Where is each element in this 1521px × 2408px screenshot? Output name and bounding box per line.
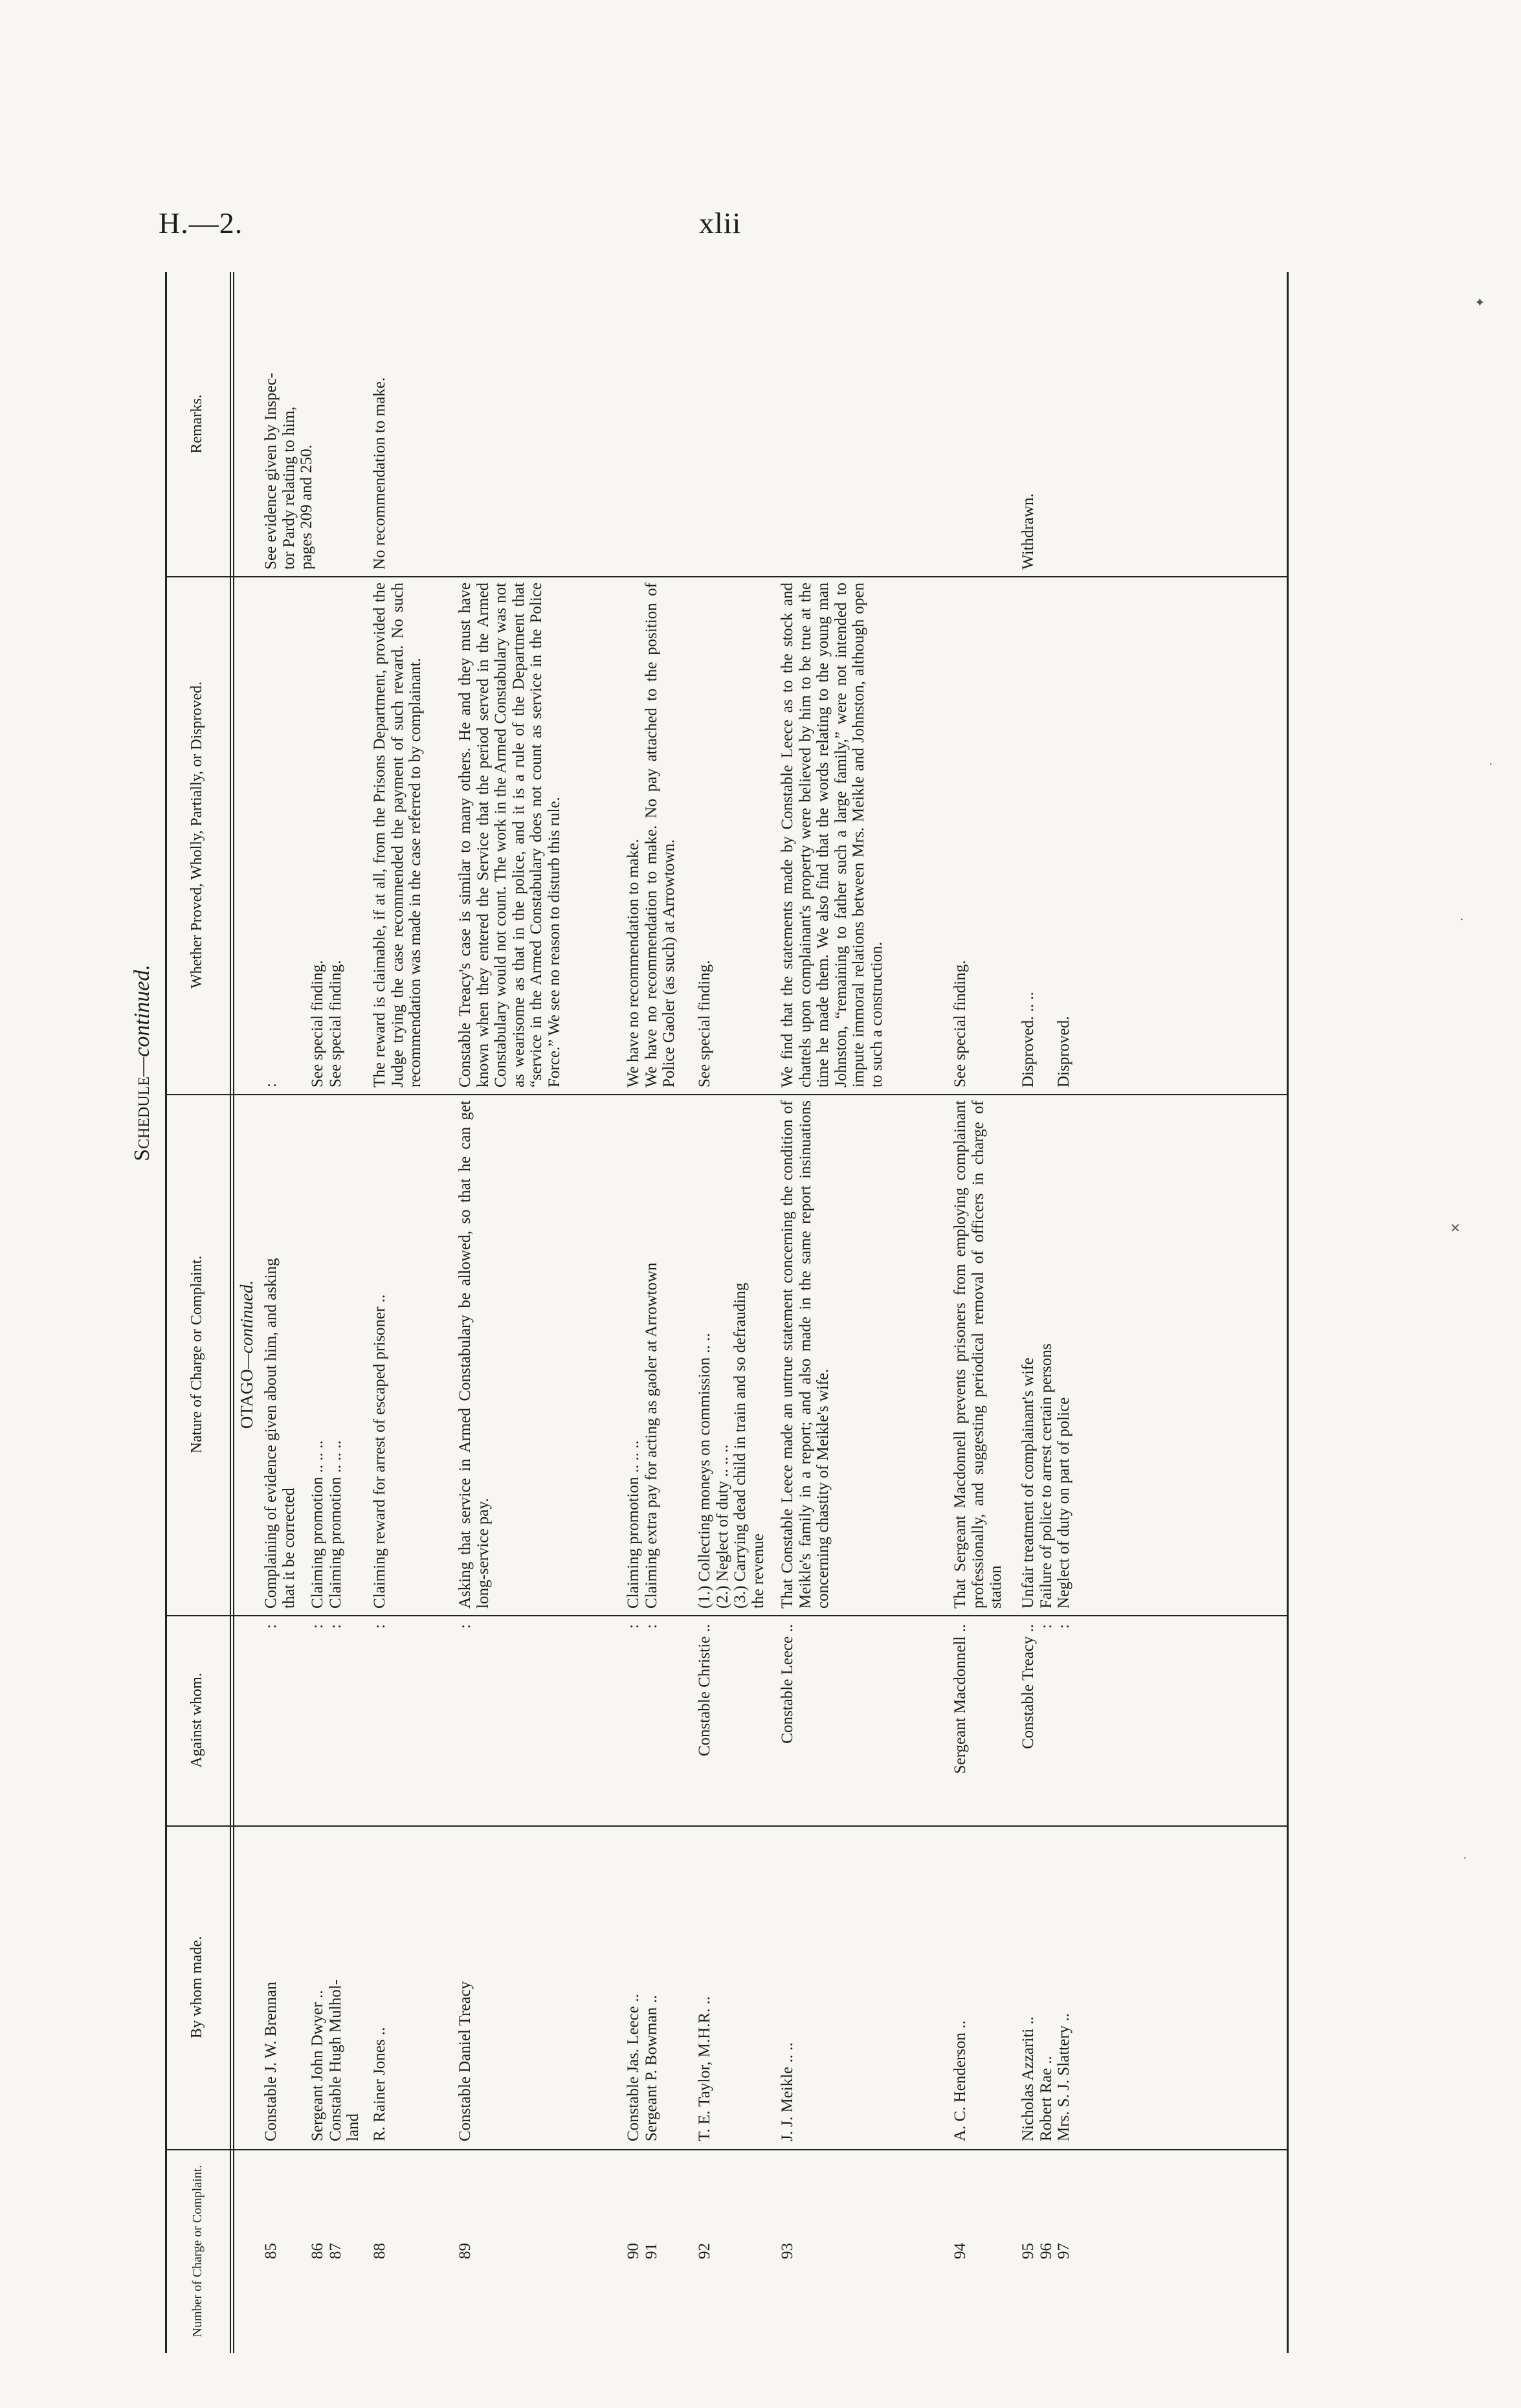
row-by-whom: Constable J. W. Brennan xyxy=(262,1981,280,2141)
schedule-title-prefix: Schedule xyxy=(130,1076,154,1161)
row-against: Sergeant Macdonnell .. xyxy=(951,1624,969,1774)
scan-speck: ✕ xyxy=(1450,1221,1461,1236)
scan-speck: · xyxy=(1489,757,1493,772)
row-against: Constable Treacy .. : : xyxy=(1019,1624,1073,1750)
row-by-whom: Constable Daniel Treacy xyxy=(456,1981,474,2141)
row-nature: Unfair treatment of complainant's wife Failure of police to arrest certain persons Neglect of duty on part of police xyxy=(1019,1343,1073,1609)
row-nature: Complaining of evidence given about him, and asking that it be corrected xyxy=(262,1258,298,1609)
row-proved: See special finding. See special finding. xyxy=(309,960,344,1087)
row-against: Constable Leece .. xyxy=(779,1624,796,1744)
row-nature: Asking that service in Armed Constabulary be allowed, so that he can get long-service pay. xyxy=(456,1100,492,1609)
row-proved: We have no recommendation to make. We have no recommendation to make. No pay attached to the position of Police Gaoler (as such) at Arrowtown. xyxy=(625,583,678,1087)
row-by-whom: A. C. Henderson .. xyxy=(951,2020,969,2141)
header-number: Number of Charge or Complaint. xyxy=(190,2165,205,2337)
section-heading-suffix: —continued. xyxy=(237,1280,256,1369)
row-nature: That Sergeant Macdonnell prevents prisoners from employing complainant professionally, and suggesting periodical removal of officers in charge of station xyxy=(951,1100,1005,1609)
row-number: 94 xyxy=(951,2243,969,2259)
row-remarks xyxy=(696,272,773,576)
row-remarks xyxy=(625,272,689,576)
row-number: 89 xyxy=(456,2243,474,2259)
row-proved: Disproved. .. .. Disproved. xyxy=(1019,992,1073,1087)
row-against: : : xyxy=(309,1624,344,1629)
row-by-whom: R. Rainer Jones .. xyxy=(371,2027,388,2141)
row-remarks xyxy=(951,272,1016,576)
header-against: Against whom. xyxy=(188,1673,206,1768)
row-number: 95 96 97 xyxy=(1019,2243,1073,2259)
row-number: 93 xyxy=(779,2243,796,2259)
row-against: : xyxy=(456,1624,474,1629)
header-remarks: Remarks. xyxy=(188,394,206,454)
row-remarks xyxy=(456,272,618,576)
row-by-whom: Nicholas Azzariti .. Robert Rae .. Mrs. S. J. Slattery .. xyxy=(1019,2013,1073,2141)
row-number: 88 xyxy=(371,2243,388,2259)
section-heading xyxy=(235,1094,258,1615)
row-against: : xyxy=(371,1624,388,1629)
header-by-whom: By whom made. xyxy=(188,1936,206,2038)
row-remarks: Withdrawn. xyxy=(1019,493,1037,570)
row-nature: That Constable Leece made an untrue statement concerning the condition of Meikle's family in a report; and also made in the same report insinuations concerning chastity of Meikle's wife. xyxy=(779,1100,832,1609)
scan-speck: ✦ xyxy=(1474,296,1485,310)
row-by-whom: T. E. Taylor, M.H.R. .. xyxy=(696,1996,713,2141)
row-nature: Claiming promotion .. .. .. Claiming promotion .. .. .. xyxy=(309,1440,344,1609)
row-nature: Claiming reward for arrest of escaped prisoner .. xyxy=(371,1294,388,1609)
row-against: Constable Christie .. xyxy=(696,1624,713,1757)
row-against: : : xyxy=(625,1624,660,1629)
row-by-whom: J. J. Meikle .. .. xyxy=(779,2042,796,2141)
row-number: 92 xyxy=(696,2243,713,2259)
row-number: 85 xyxy=(262,2243,280,2259)
row-proved: Constable Treacy's case is similar to many others. He and they must have known when they entered the Service that the period served in the Armed Constabulary would not count. The work in the Armed Constabulary was not as wearisome as that in the police, and it is a rule of the Department that “service in the Armed Constabulary does not count as service in the Police Force.” We see no reason to disturb this rule. xyxy=(456,583,563,1087)
schedule-table xyxy=(165,272,1288,2353)
row-remarks: No recommendation to make. xyxy=(371,377,388,570)
row-remarks xyxy=(779,272,947,576)
row-nature: (1.) Collecting moneys on commission .. .. (2.) Neglect of duty .. .. .. (3.) Carrying dead child in train and so defrauding the revenue xyxy=(696,1282,767,1609)
header-rule xyxy=(230,272,234,2353)
page-number: xlii xyxy=(699,206,742,240)
row-by-whom: Constable Jas. Leece .. Sergeant P. Bowman .. xyxy=(625,1994,660,2141)
row-remarks xyxy=(309,272,367,576)
header-nature: Nature of Charge or Complaint. xyxy=(188,1255,206,1454)
row-proved: The reward is claimable, if at all, from the Prisons Department, provided the Judge trying the case recommended the payment of such reward. No such recommendation was made in the case referred to by complainant. xyxy=(371,583,425,1087)
row-proved: : xyxy=(262,1083,280,1087)
row-proved: We find that the statements made by Constable Leece as to the stock and chattels upon complainant's property were believed by him to be true at the time he made them. We also find that the words relating to the young man Johnston, “remaining to father such a large family,” were not intended to impute immoral relations between Mrs. Meikle and Johnston, although open to such a construction. xyxy=(779,583,885,1087)
row-proved: See special finding. xyxy=(951,960,969,1087)
schedule-title-suffix: —continued. xyxy=(130,964,154,1076)
row-proved: See special finding. xyxy=(696,960,713,1087)
scan-speck: · xyxy=(1463,1851,1467,1866)
schedule-title xyxy=(123,791,162,1335)
row-number: 86 87 xyxy=(309,2243,344,2259)
row-nature: Claiming promotion .. .. .. Claiming extra pay for acting as gaoler at Arrowtown xyxy=(625,1262,660,1609)
table-right-rule xyxy=(1287,272,1289,2353)
header-proved: Whether Proved, Wholly, Partially, or Disproved. xyxy=(188,681,206,989)
row-against: : xyxy=(262,1624,280,1629)
scan-speck: · xyxy=(1460,913,1464,927)
section-heading-prefix: OTAGO xyxy=(237,1368,256,1429)
row-remarks: See evidence given by Inspec- tor Pardy relating to him, pages 209 and 250. xyxy=(262,372,316,570)
row-number: 90 91 xyxy=(625,2243,660,2259)
row-by-whom: Sergeant John Dwyer .. Constable Hugh Mulhol- land xyxy=(309,1979,362,2141)
page-code: H.—2. xyxy=(159,206,243,240)
